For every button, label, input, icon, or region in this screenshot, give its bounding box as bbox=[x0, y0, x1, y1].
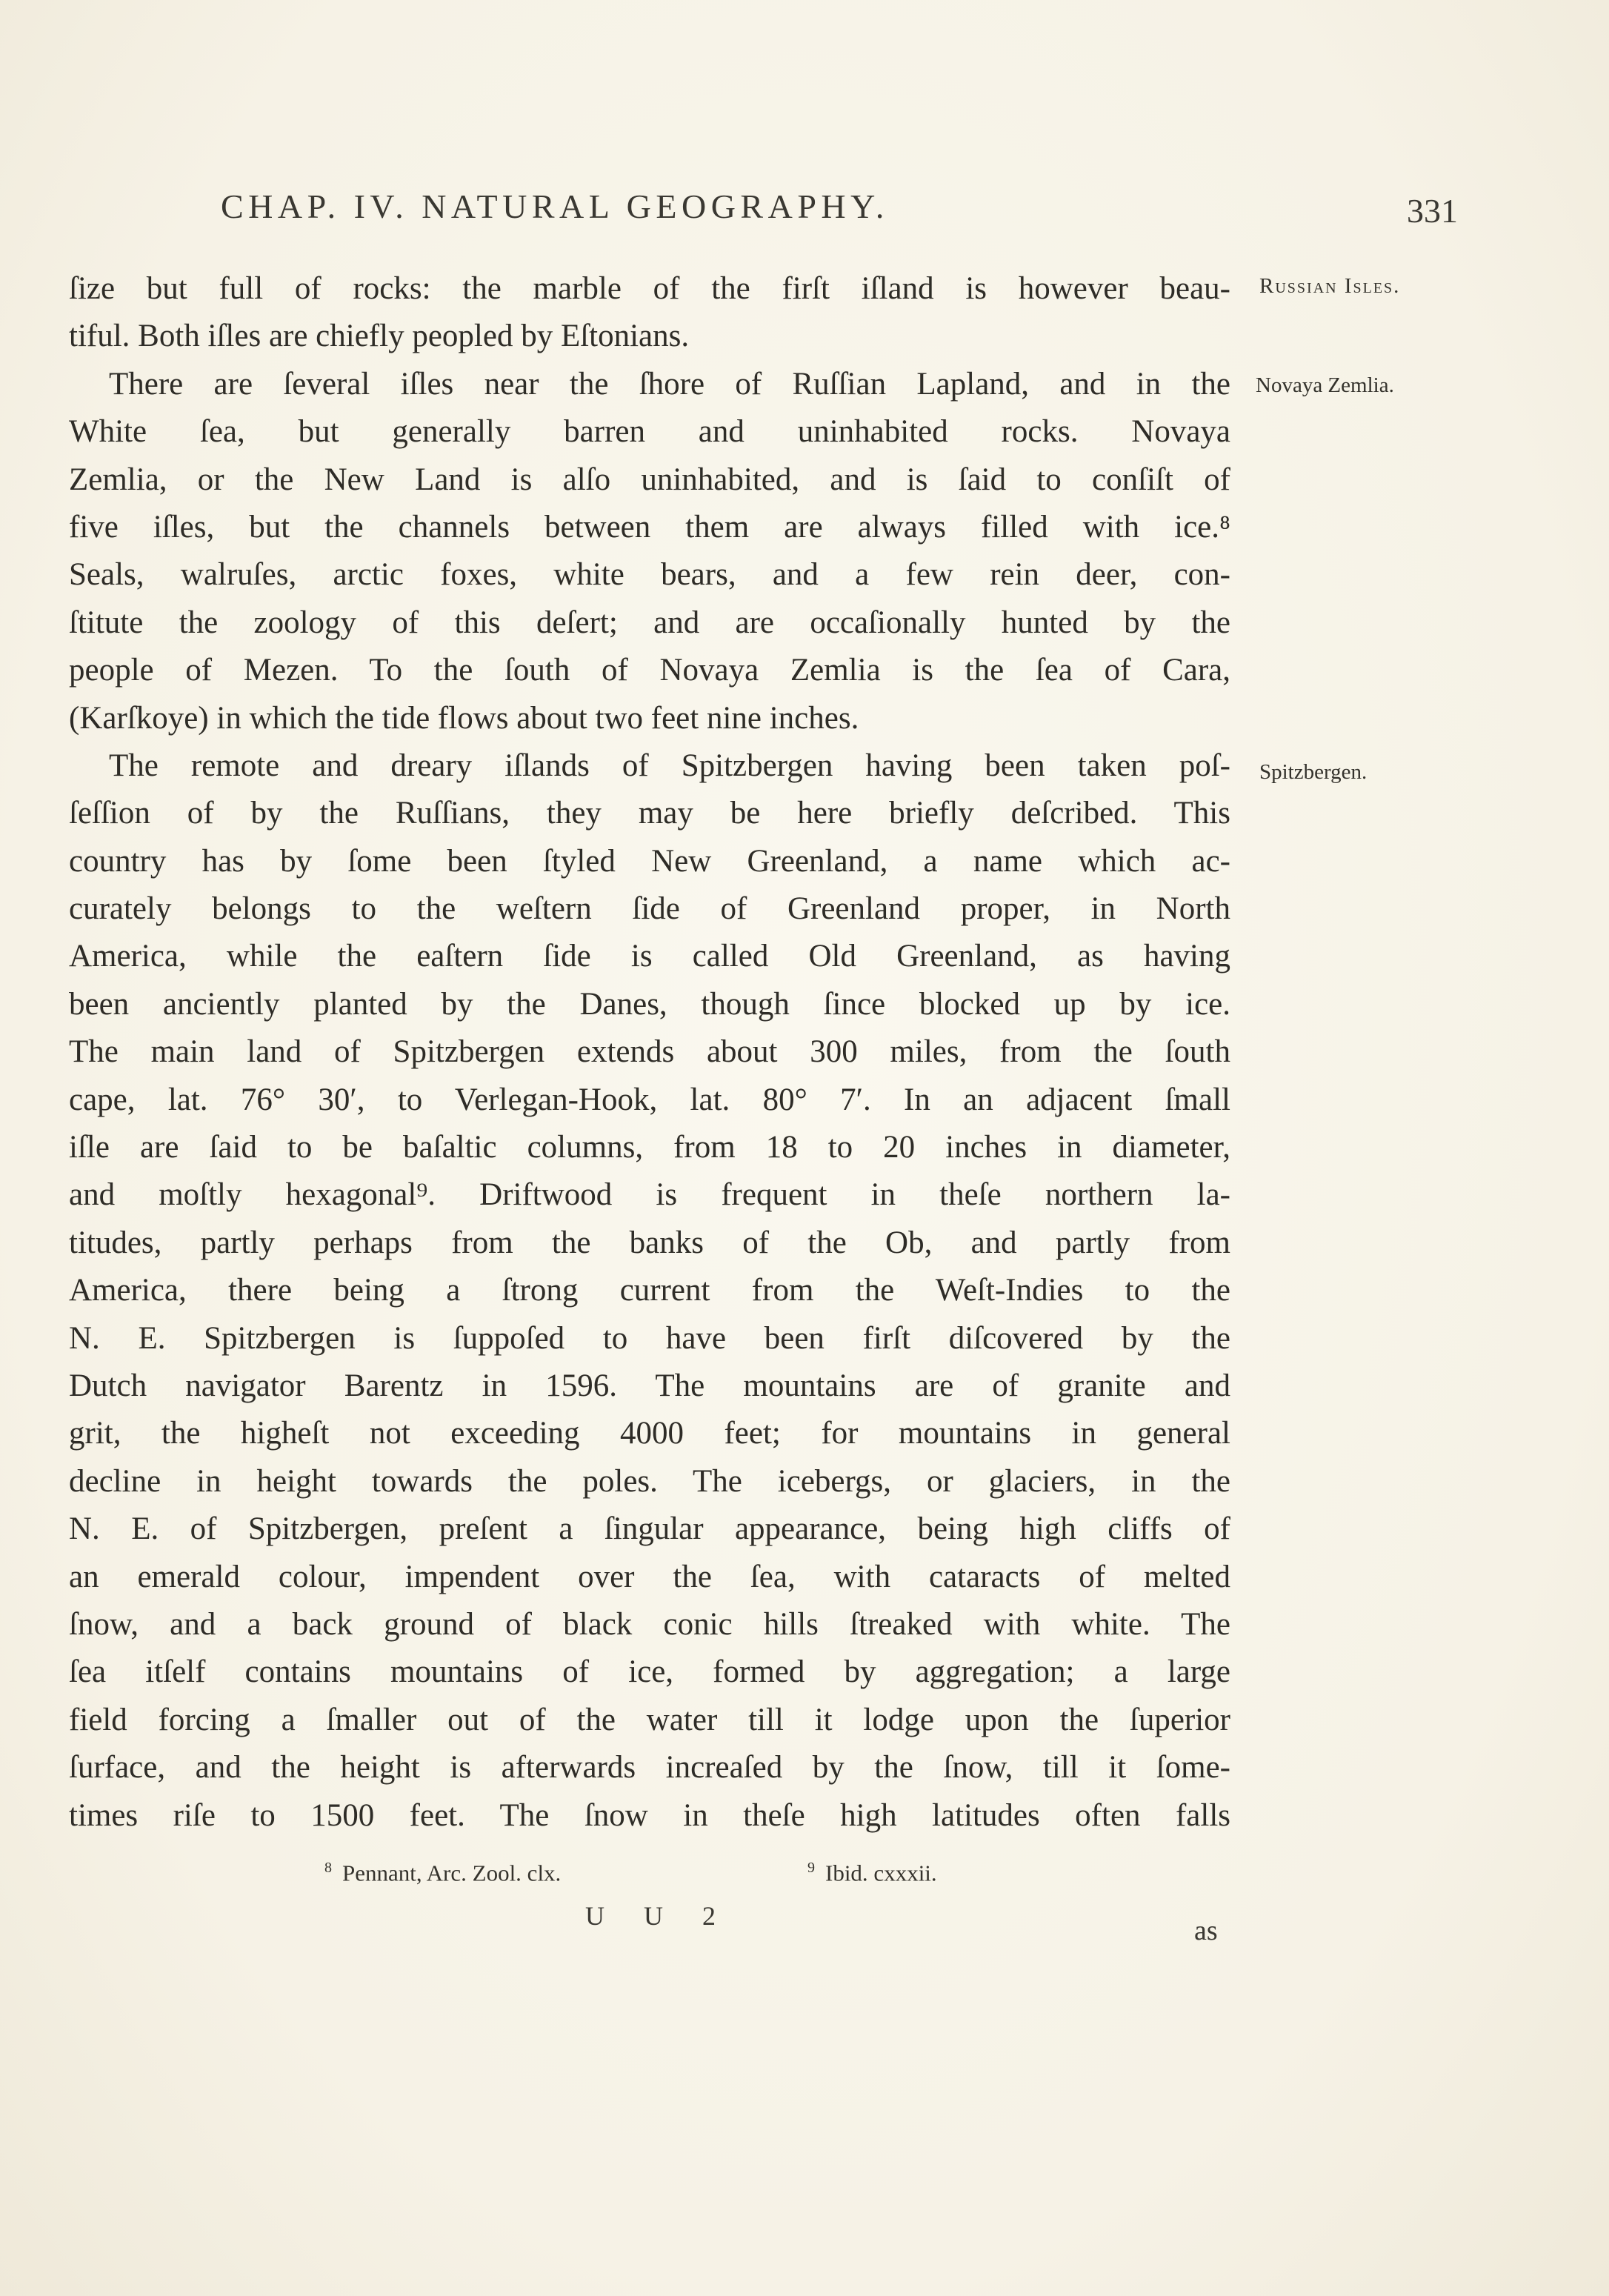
text-line: There are ſeveral iſles near the ſhore of Ruſſian Lapland, and in the bbox=[109, 366, 1230, 402]
text-line: N. E. of Spitzbergen, preſent a ſingular appearance, being high cliffs of bbox=[69, 1511, 1230, 1547]
footnote-8-text: Pennant, Arc. Zool. clx. bbox=[342, 1860, 562, 1886]
text-line: The main land of Spitzbergen extends about 300 miles, from the ſouth bbox=[69, 1034, 1230, 1070]
running-title: CHAP. IV. NATURAL GEOGRAPHY. bbox=[221, 187, 889, 225]
text-line: ſnow, and a back ground of black conic hills ſtreaked with white. The bbox=[69, 1606, 1230, 1642]
text-line: decline in height towards the poles. The icebergs, or glaciers, in the bbox=[69, 1463, 1230, 1499]
catchword: as bbox=[1194, 1915, 1218, 1946]
text-line: field forcing a ſmaller out of the water till it lodge upon the ſuperior bbox=[69, 1702, 1230, 1737]
margin-note-russian-isles: Russian Isles. bbox=[1259, 274, 1401, 298]
text-line: country has by ſome been ſtyled New Greenland, a name which ac- bbox=[69, 843, 1230, 879]
page-number: 331 bbox=[1407, 192, 1458, 230]
text-line: Zemlia, or the New Land is alſo uninhabited, and is ſaid to conſiſt of bbox=[69, 462, 1230, 497]
text-line: an emerald colour, impendent over the ſea, with cataracts of melted bbox=[69, 1559, 1230, 1594]
margin-note-novaya-zemlia: Novaya Zemlia. bbox=[1256, 373, 1394, 397]
running-head bbox=[221, 187, 1458, 231]
footnote-9 bbox=[807, 1860, 937, 1886]
text-line: ſea itſelf contains mountains of ice, formed by aggregation; a large bbox=[69, 1654, 1230, 1690]
text-line: times riſe to 1500 feet. The ſnow in theſe high latitudes often falls bbox=[69, 1797, 1230, 1833]
footnotes bbox=[0, 1860, 1609, 1897]
text-line: America, while the eaſtern ſide is called Old Greenland, as having bbox=[69, 939, 1230, 974]
text-line: Dutch navigator Barentz in 1596. The mountains are of granite and bbox=[69, 1368, 1230, 1403]
text-line: five iſles, but the channels between them are always filled with ice.⁸ bbox=[69, 509, 1230, 545]
footnote-9-text: Ibid. cxxxii. bbox=[825, 1860, 937, 1886]
text-line: ſize but full of rocks: the marble of the firſt iſland is however beau- bbox=[69, 271, 1230, 306]
printer-signature: U U 2 bbox=[585, 1901, 732, 1931]
margin-note-spitzbergen: Spitzbergen. bbox=[1259, 760, 1368, 784]
text-line: grit, the higheſt not exceeding 4000 feet; for mountains in general bbox=[69, 1416, 1230, 1451]
text-line: ſtitute the zoology of this deſert; and are occaſionally hunted by the bbox=[69, 605, 1230, 640]
text-line: been anciently planted by the Danes, though ſince blocked up by ice. bbox=[69, 986, 1230, 1022]
text-line: people of Mezen. To the ſouth of Novaya Zemlia is the ſea of Cara, bbox=[69, 653, 1230, 688]
text-line: (Karſkoye) in which the tide flows about two feet nine inches. bbox=[69, 700, 859, 736]
text-line: ſurface, and the height is afterwards increaſed by the ſnow, till it ſome- bbox=[69, 1750, 1230, 1786]
footnote-9-mark: 9 bbox=[807, 1860, 815, 1876]
text-line: ſeſſion of by the Ruſſians, they may be here briefly deſcribed. This bbox=[69, 796, 1230, 831]
text-line: titudes, partly perhaps from the banks of the Ob, and partly from bbox=[69, 1225, 1230, 1260]
text-line: iſle are ſaid to be baſaltic columns, from 18 to 20 inches in diameter, bbox=[69, 1130, 1230, 1165]
text-line: N. E. Spitzbergen is ſuppoſed to have been firſt diſcovered by the bbox=[69, 1320, 1230, 1356]
text-line: America, there being a ſtrong current from the Weſt-Indies to the bbox=[69, 1273, 1230, 1308]
text-line: The remote and dreary iſlands of Spitzbergen having been taken poſ- bbox=[109, 748, 1230, 783]
text-line: Seals, walruſes, arctic foxes, white bears, and a few rein deer, con- bbox=[69, 557, 1230, 593]
text-line: tiful. Both iſles are chiefly peopled by Eſtonians. bbox=[69, 319, 690, 354]
text-line: White ſea, but generally barren and uninhabited rocks. Novaya bbox=[69, 414, 1230, 450]
footnote-8 bbox=[324, 1860, 561, 1886]
text-line: cape, lat. 76° 30′, to Verlegan-Hook, lat. 80° 7′. In an adjacent ſmall bbox=[69, 1082, 1230, 1117]
footnote-8-mark: 8 bbox=[324, 1860, 332, 1876]
body-text bbox=[69, 265, 1230, 1840]
text-line: and moſtly hexagonal⁹. Driftwood is frequent in theſe northern la- bbox=[69, 1177, 1230, 1213]
text-line: curately belongs to the weſtern ſide of Greenland proper, in North bbox=[69, 891, 1230, 927]
